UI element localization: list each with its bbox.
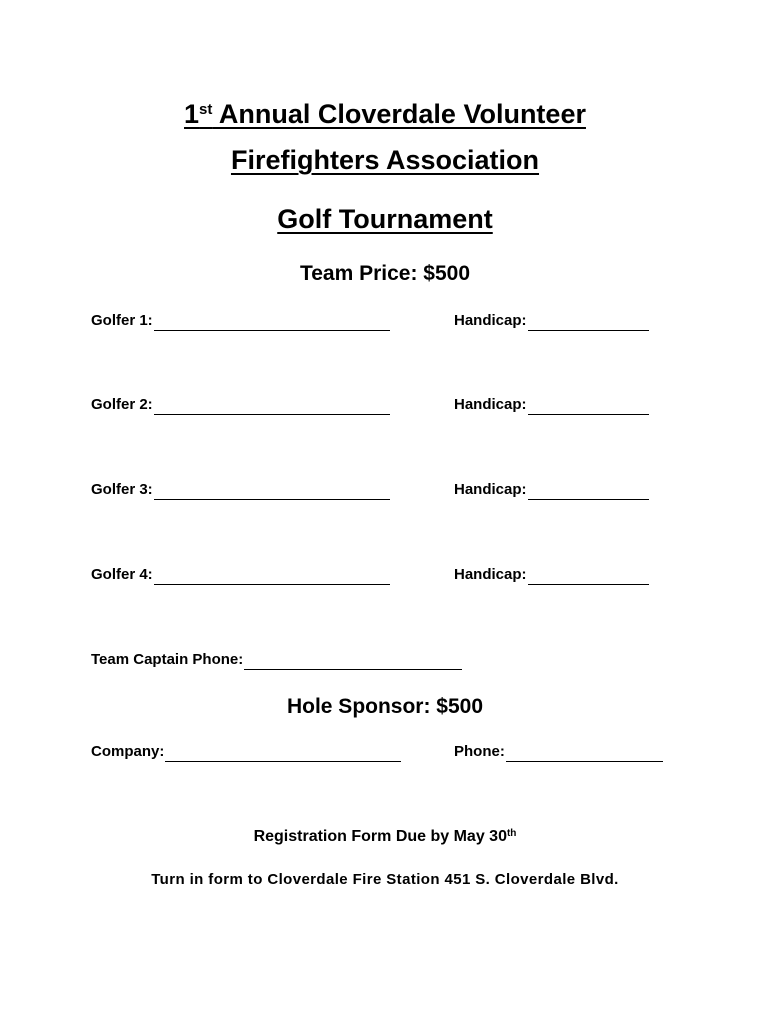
handicap-1-input[interactable]	[528, 316, 649, 331]
golfer-4-field	[91, 565, 390, 585]
handicap-1-label: Handicap:	[454, 312, 527, 329]
golfer-3-field	[91, 480, 390, 500]
golfer-1-label: Golfer 1:	[91, 312, 153, 329]
tournament-title: Golf Tournament	[277, 204, 493, 234]
handicap-2-field	[454, 395, 649, 415]
golfer-3-label: Golfer 3:	[91, 481, 153, 498]
company-input[interactable]	[165, 747, 401, 762]
turn-in-instructions: Turn in form to Cloverdale Fire Station 451 S. Cloverdale Blvd.	[151, 871, 619, 888]
team-price: Team Price: $500	[299, 262, 471, 285]
title-association: Firefighters Association	[230, 145, 540, 175]
tournament-heading	[0, 203, 770, 235]
hole-sponsor-heading: Hole Sponsor: $500	[286, 695, 484, 718]
sponsor-phone-field	[454, 742, 663, 762]
due-text: Registration Form Due by May 30	[253, 828, 507, 845]
handicap-1-field	[454, 311, 649, 331]
golfer-2-field	[91, 395, 390, 415]
captain-phone-input[interactable]	[244, 655, 462, 670]
handicap-4-field	[454, 565, 649, 585]
golfer-1-field	[91, 311, 390, 331]
title-line-2	[0, 144, 770, 176]
golfer-3-input[interactable]	[154, 485, 390, 500]
handicap-3-field	[454, 480, 649, 500]
handicap-4-label: Handicap:	[454, 566, 527, 583]
title-rest: Annual Cloverdale Volunteer	[212, 99, 586, 129]
title-number: 1	[184, 99, 200, 129]
golfer-4-label: Golfer 4:	[91, 566, 153, 583]
captain-phone-label: Team Captain Phone:	[91, 651, 244, 668]
captain-phone-field	[91, 650, 462, 670]
handicap-4-input[interactable]	[528, 570, 649, 585]
golfer-1-input[interactable]	[154, 316, 390, 331]
sponsor-phone-input[interactable]	[506, 747, 663, 762]
title-line-1	[0, 98, 770, 130]
company-label: Company:	[91, 743, 165, 760]
handicap-2-input[interactable]	[528, 400, 649, 415]
due-ordinal: th	[506, 828, 517, 839]
golfer-2-input[interactable]	[154, 400, 390, 415]
golfer-2-label: Golfer 2:	[91, 396, 153, 413]
handicap-3-input[interactable]	[528, 485, 649, 500]
registration-due	[0, 826, 770, 848]
handicap-2-label: Handicap:	[454, 396, 527, 413]
golfer-4-input[interactable]	[154, 570, 390, 585]
sponsor-phone-label: Phone:	[454, 743, 505, 760]
company-field	[91, 742, 401, 762]
title-ordinal: st	[199, 101, 213, 118]
handicap-3-label: Handicap:	[454, 481, 527, 498]
